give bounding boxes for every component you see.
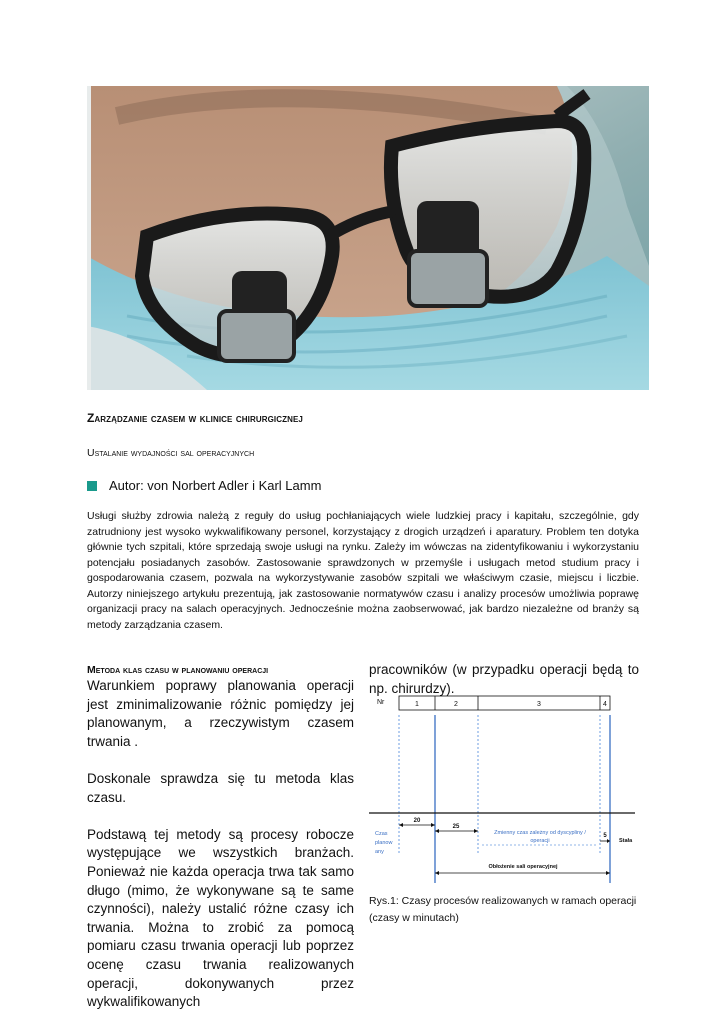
variable-time-label-1: Zmienny czas zależny od dyscypliny / [494,830,586,836]
paragraph: Warunkiem poprawy planowania operacji jest zminimalizowanie różnic pomiędzy jej planowanym, a rzeczywistym czasem trwania . [87,678,354,749]
process-time-diagram [369,693,641,883]
column-2-label: 2 [454,701,458,708]
left-column [87,677,354,1012]
planned-time-label-3: any [375,849,384,855]
duration-5-label: 5 [603,833,607,839]
header-nr-label: Nr [377,699,385,706]
surgeon-photo [87,86,649,390]
author-line [87,478,321,493]
fixed-time-label: Stała [619,838,633,844]
occupancy-label: Obłożenie sali operacyjnej [488,864,558,870]
paragraph: Doskonale sprawdza się tu metoda klas czasu. [87,770,354,805]
duration-20-label: 20 [413,818,421,824]
column-4-label: 4 [603,701,607,708]
figure-caption: Rys.1: Czasy procesów realizowanych w ramach operacji (czasy w minutach) [369,895,637,924]
article-title: Zarządzanie czasem w klinice chirurgicznej [87,411,303,425]
author-text: Autor: von Norbert Adler i Karl Lamm [109,478,322,493]
column-3-label: 3 [537,701,541,708]
variable-time-label-2: operacji [530,838,550,844]
article-subtitle: Ustalanie wydajności sal operacyjnych [87,447,255,459]
column-1-label: 1 [415,701,419,708]
teal-bullet-icon [87,481,97,491]
planned-time-label-1: Czas [375,831,388,837]
right-column-continuation: pracowników (w przypadku operacji będą to np. chirurdzy). [369,662,639,696]
duration-25-label: 25 [452,824,460,830]
section-title: Metoda klas czasu w planowaniu operacji [87,664,269,676]
article-abstract: Usługi służby zdrowia należą z reguły do usług pochłaniających wiele ludzkiej pracy i kapitału, szczególnie, gdy zatrudniony jest wysoko wykwalifikowany personel, korzystający z drogich urządzeń i aparatury. Problem ten dotyka głównie tych szpitali, które sprzedają swoje usługi na rynku. Zależy im wówczas na zidentyfikowaniu i wykorzystaniu potencjału posiadanych zasobów. Zastosowanie sprawdzonych w przemyśle i usługach metod studium pracy i gospodarowania czasem, pozwala na wykorzystywanie zasobów szpitali we właściwym czasie, miejscu i liczbie. Autorzy niniejszego artykułu prezentują, jak zastosowanie normatywów czasu i analizy procesów umożliwia poprawę organizacji pracy na salach operacyjnych. Jednocześnie można zaobserwować, jak bardzo niezależne od branży są metody zarządzania czasem. [87,510,639,631]
header-table [399,696,610,710]
planned-time-label-2: planow [375,840,393,846]
paragraph: Podstawą tej metody są procesy robocze występujące we wszystkich branżach. Ponieważ nie każda operacja trwa tak samo długo (mimo, że wykonywane są te same czynności), należy ustalić różne czasy ich trwania. Można to zrobić za pomocą pomiaru czasu trwania operacji lub poprzez ocenę czasu trwania realizowanych operacji, dokonywanych przez wykwalifikowanych [87,826,354,1010]
